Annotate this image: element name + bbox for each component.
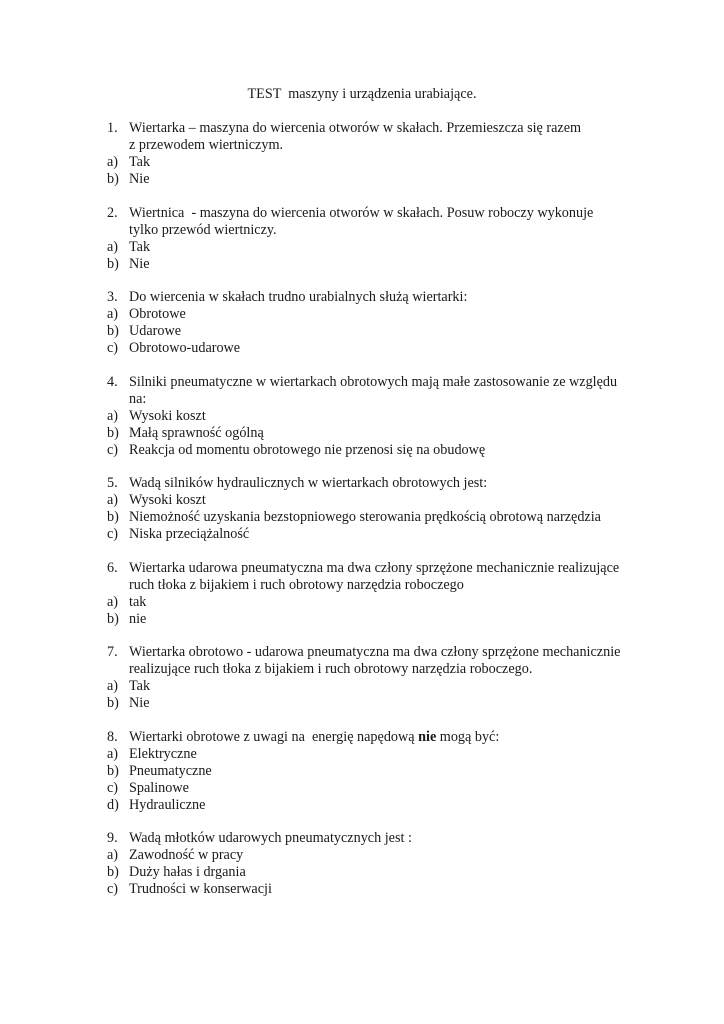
answer-option (107, 611, 647, 628)
answer-option (107, 425, 647, 442)
question-number: 6. (107, 559, 118, 576)
answer-option (107, 678, 647, 695)
question-number: 8. (107, 728, 118, 745)
question-text-part: mogą być: (436, 728, 500, 745)
question-2 (107, 205, 647, 273)
answer-text: Reakcja od momentu obrotowego nie przenosi się na obudowę (129, 441, 486, 458)
answer-letter: a) (107, 847, 119, 863)
answer-option (107, 864, 647, 881)
answer-letter: a) (107, 593, 119, 610)
answer-letter: c) (107, 779, 119, 796)
question-text: Do wiercenia w skałach trudno urabialnych służą wiertarki: (129, 289, 468, 305)
answer-text: Wysoki koszt (129, 407, 206, 424)
answer-text: Elektryczne (129, 745, 197, 762)
answer-letter: c) (107, 881, 119, 897)
answer-option (107, 746, 647, 763)
answer-text: Udarowe (129, 323, 181, 339)
question-number: 7. (107, 644, 118, 660)
answer-text: Zawodność w pracy (129, 847, 244, 863)
answer-text: Niemożność uzyskania bezstopniowego sterowania prędkością obrotową narzędzia (129, 509, 601, 525)
answer-option (107, 306, 647, 323)
answer-text: tak (129, 593, 147, 610)
answer-letter: a) (107, 306, 119, 322)
question-text: Wiertnica - maszyna do wiercenia otworów w skałach. Posuw roboczy wykonuje tylko przewód wiertniczy. (129, 204, 594, 238)
answer-text: Nie (129, 255, 150, 272)
answer-letter: b) (107, 424, 119, 441)
question-text-emphasis: nie (418, 728, 437, 745)
answer-text: Spalinowe (129, 779, 189, 796)
answer-letter: b) (107, 509, 119, 525)
question-1 (107, 120, 647, 188)
answer-option (107, 797, 647, 814)
question-number: 3. (107, 289, 118, 305)
answer-text: Trudności w konserwacji (129, 881, 272, 897)
question-number: 5. (107, 475, 118, 491)
answer-text: Tak (129, 678, 151, 694)
question-4 (107, 374, 647, 459)
answer-letter: b) (107, 695, 119, 711)
question-text: Wiertarka – maszyna do wiercenia otworów w skałach. Przemieszcza się razem z przewodem wiertniczym. (129, 120, 582, 153)
answer-option (107, 780, 647, 797)
question-9 (107, 830, 647, 898)
question-8 (107, 729, 647, 814)
question-text: Wadą silników hydraulicznych w wiertarkach obrotowych jest: (129, 475, 488, 491)
answer-letter: d) (107, 796, 119, 813)
question-text-part: Wiertarki obrotowe z uwagi na energię napędową (129, 728, 419, 745)
answer-text: Nie (129, 171, 150, 187)
question-6 (107, 560, 647, 628)
question-number: 4. (107, 373, 118, 390)
answer-option (107, 323, 647, 340)
answer-option (107, 340, 647, 357)
answer-letter: b) (107, 171, 119, 187)
answer-letter: a) (107, 238, 119, 255)
answer-text: nie (129, 610, 147, 627)
answer-letter: a) (107, 492, 119, 508)
answer-text: Tak (129, 238, 151, 255)
question-list (107, 120, 647, 915)
answer-text: Wysoki koszt (129, 492, 206, 508)
question-text: Wadą młotków udarowych pneumatycznych jest : (129, 830, 412, 846)
answer-option (107, 847, 647, 864)
answer-text: Duży hałas i drgania (129, 864, 246, 880)
answer-text: Obrotowo-udarowe (129, 340, 241, 356)
answer-option (107, 154, 647, 171)
answer-text: Pneumatyczne (129, 762, 212, 779)
question-3 (107, 289, 647, 357)
answer-option (107, 408, 647, 425)
question-text (129, 729, 647, 746)
answer-option (107, 171, 647, 188)
answer-letter: c) (107, 526, 119, 542)
answer-letter: c) (107, 340, 119, 356)
answer-text: Hydrauliczne (129, 796, 206, 813)
answer-letter: b) (107, 255, 119, 272)
answer-letter: a) (107, 678, 119, 694)
answer-letter: a) (107, 407, 119, 424)
answer-option (107, 509, 647, 526)
answer-letter: b) (107, 762, 119, 779)
question-number: 9. (107, 830, 118, 846)
answer-text: Tak (129, 154, 151, 170)
answer-letter: b) (107, 323, 119, 339)
question-7 (107, 644, 647, 712)
question-5 (107, 475, 647, 543)
answer-option (107, 763, 647, 780)
answer-option (107, 695, 647, 712)
answer-text: Nie (129, 695, 150, 711)
answer-text: Małą sprawność ogólną (129, 424, 264, 441)
answer-letter: c) (107, 441, 119, 458)
question-text: Wiertarka udarowa pneumatyczna ma dwa człony sprzężone mechanicznie realizujące ruch tłoka z bijakiem i ruch obrotowy narzędzia roboczego (129, 559, 620, 593)
answer-text: Obrotowe (129, 306, 186, 322)
answer-text: Niska przeciążalność (129, 526, 250, 542)
question-number: 1. (107, 120, 118, 136)
answer-option (107, 442, 647, 459)
answer-letter: b) (107, 864, 119, 880)
answer-option (107, 881, 647, 898)
question-text: Wiertarka obrotowo - udarowa pneumatyczna ma dwa człony sprzężone mechanicznie realizujące ruch tłoka z bijakiem i ruch obrotowy narzędzia roboczego. (129, 644, 621, 677)
answer-letter: a) (107, 745, 119, 762)
answer-letter: b) (107, 610, 119, 627)
answer-option (107, 492, 647, 509)
answer-option (107, 594, 647, 611)
answer-letter: a) (107, 154, 119, 170)
answer-option (107, 256, 647, 273)
answer-option (107, 526, 647, 543)
question-text: Silniki pneumatyczne w wiertarkach obrotowych mają małe zastosowanie ze względu na: (129, 373, 618, 407)
document-title: TEST maszyny i urządzenia urabiające. (247, 86, 477, 102)
answer-option (107, 239, 647, 256)
question-number: 2. (107, 204, 118, 221)
